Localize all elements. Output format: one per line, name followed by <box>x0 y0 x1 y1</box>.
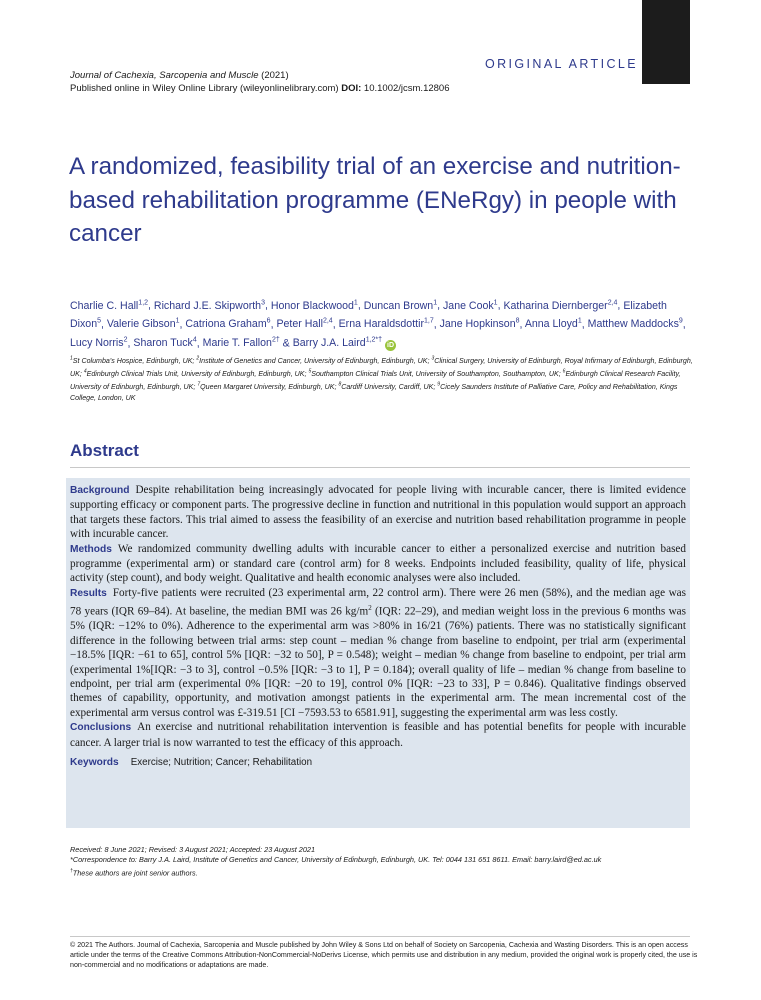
article-type: ORIGINAL ARTICLE <box>484 57 638 71</box>
doi-label: DOI: <box>341 83 362 94</box>
author-name[interactable]: Honor Blackwood$^1$ <box>270 299 358 312</box>
author-list: Charlie C. Hall$^{1,2}$, Richard J.E. Skipworth$^3$, Honor Blackwood$^1$, Duncan Brown$^1$, Jane Cook$^1$, Katharina Diernberger$^{2,4}$, Elizabeth Dixon$^5$, Valerie Gibson$^1$, Catriona Graham$^6$, Peter Hall$^{2,4}$, Erna Haraldsdottir$^{1,7}$, Jane Hopkinson$^8$, Anna Lloyd$^1$, Matthew Maddocks$^9$, Lucy Norris$^2$, Sharon Tuck$^4$, Marie T. Fallon$^{2\dagger}$ & Barry J.A. Laird$^{1,2*\dagger}$ iD <box>70 299 686 350</box>
author-affiliation-sup: 8 <box>515 317 520 325</box>
footer-divider <box>70 936 690 937</box>
author-affiliation-sup: 9 <box>678 317 683 325</box>
keywords-label: Keywords <box>70 757 119 769</box>
affiliation-number: 7 <box>197 381 201 388</box>
correspondence: *Correspondence to: Barry J.A. Laird, Institute of Genetics and Cancer, University of Edinburgh, Edinburgh, UK. Tel: 0044 131 651 8611. Email: barry.laird@ed.ac.uk <box>70 855 602 865</box>
keywords-text: Exercise; Nutrition; Cancer; Rehabilitation <box>130 757 313 769</box>
affiliation-item: $^8$Cardiff University, Cardiff, UK; <box>338 381 436 392</box>
published-online: Published online in Wiley Online Library (wileyonlinelibrary.com) <box>70 83 339 94</box>
results-text-b: (IQR: 22–29), and median weight loss in the previous 6 months was 5% (IQR: −12% to 0%). Adherence to the experimental arm was >80% in 16/21 (76%) patients. There was no statistically significant difference in the following between trial arms: step count – median % change from baseline to endpoint, per trial arm (experimental −18.5% [IQR: −61 to 65], control 5% [IQR: −32 to 50], P = 0.548); weight – median % change from baseline to endpoint, per trial arm (experimental 1%[IQR: −3 to 3], control −0.5% [IQR: −3 to 1], P = 0.184); overall quality of life – median % change from baseline to endpoint, per trial arm (experimental 0% [IQR: −20 to 19], control 0% [IQR: −23 to 33], P = 0.846). Qualitative findings observed themes of capability, opportunity, and motivation amongst patients in the experimental arm. The mean incremental cost of the experimental arm versus control was £-319.51 [CI −7593.53 to 6581.91], suggesting the experimental arm was less costly. <box>70 605 686 719</box>
author-name[interactable]: Anna Lloyd$^1$ <box>524 317 582 331</box>
joint-authors-text: These authors are joint senior authors. <box>72 868 198 878</box>
journal-name: Journal of Cachexia, Sarcopenia and Muscle <box>70 70 259 81</box>
affiliation-number: 6 <box>562 368 566 375</box>
author-name[interactable]: Elizabeth Dixon$^5$ <box>70 299 667 331</box>
author-name[interactable]: Matthew Maddocks$^9$ <box>587 317 683 331</box>
author-name[interactable]: Jane Cook$^1$ <box>443 299 498 312</box>
affiliation-number: 1 <box>70 356 73 362</box>
author-name[interactable]: Valerie Gibson$^1$ <box>106 317 180 331</box>
license-footer: © 2021 The Authors. Journal of Cachexia, Sarcopenia and Muscle published by John Wiley & Sons Ltd on behalf of Society on Sarcopenia, Cachexia and Wasting Disorders. This is an open access article under the terms of the Creative Commons Attribution-NonCommercial-NoDerivs License, which permits use and distribution in any medium, provided the original work is properly cited, the use is non-commercial and no modifications or adaptations are made. <box>70 941 698 970</box>
author-affiliation-sup: 2,4 <box>607 299 618 306</box>
article-dates <box>70 845 700 879</box>
author-name[interactable]: Barry J.A. Laird$^{1,2*\dagger}$ <box>292 336 383 350</box>
author-affiliation-sup: 6 <box>266 317 271 325</box>
background-label: Background <box>70 485 130 496</box>
author-affiliation-sup: 1 <box>353 299 358 306</box>
author-name[interactable]: Lucy Norris$^2$ <box>70 336 128 350</box>
author-affiliation-sup: 3 <box>261 299 265 306</box>
article-title: A randomized, feasibility trial of an exercise and nutrition-based rehabilitation programme (ENeRgy) in people with cancer <box>69 153 681 247</box>
author-affiliation-sup: 2,4 <box>322 317 333 325</box>
author-affiliation-sup: 2 <box>123 336 128 344</box>
received-dates: Received: 8 June 2021; Revised: 3 August 2021; Accepted: 23 August 2021 <box>70 845 316 854</box>
author-name[interactable]: Duncan Brown$^1$ <box>363 299 438 312</box>
abstract-methods <box>70 542 686 586</box>
author-name[interactable]: Katharina Diernberger$^{2,4}$ <box>503 299 618 312</box>
author-name[interactable]: Catriona Graham$^6$ <box>185 317 271 331</box>
author-affiliation-sup: 1 <box>175 317 180 325</box>
author-name[interactable]: Sharon Tuck$^4$ <box>133 336 197 350</box>
author-name[interactable]: Marie T. Fallon$^{2\dagger}$ <box>202 336 280 350</box>
author-affiliation-sup: 1,7 <box>423 317 434 325</box>
affiliation-number: 2 <box>196 356 200 362</box>
affiliation-list <box>70 354 698 403</box>
affiliation-number: 8 <box>338 381 342 388</box>
abstract-results <box>70 586 686 720</box>
author-affiliation-sup: 5 <box>97 317 101 325</box>
affiliation-item: $^5$Southampton Clinical Trials Unit, University of Southampton, Southampton, UK; <box>308 368 561 379</box>
abstract-box <box>66 478 690 828</box>
journal-year: (2021) <box>261 70 289 81</box>
author-affiliation-sup: 1 <box>577 317 582 325</box>
results-label: Results <box>70 587 107 599</box>
methods-label: Methods <box>70 543 112 555</box>
affiliation-item: $^9$Cicely Saunders Institute of Palliative Care, Policy and Rehabilitation, Kings College, London, UK <box>70 381 678 402</box>
abstract-heading: Abstract <box>70 441 139 460</box>
affiliation-number: 9 <box>437 381 441 388</box>
joint-authors-note <box>70 866 700 879</box>
affiliation-item: $^2$Institute of Genetics and Cancer, University of Edinburgh, Edinburgh, UK; <box>196 356 430 366</box>
affiliation-item: $^4$Edinburgh Clinical Trials Unit, University of Edinburgh, Edinburgh, UK; <box>83 368 307 379</box>
joint-mark: † <box>70 867 73 874</box>
results-text-a: Forty-five patients were recruited (23 experimental arm, 22 control arm). There were 26 men (58%), and the median age was 78 years (IQR 69–84). At baseline, the median BMI was 26 kg/m <box>70 586 686 618</box>
abstract-keywords <box>70 756 686 770</box>
affiliation-item: $^3$Clinical Surgery, University of Edinburgh, Royal Infirmary of Edinburgh, Edinburgh, UK; <box>70 356 693 379</box>
conclusions-label: Conclusions <box>70 722 132 734</box>
journal-info <box>70 69 449 95</box>
author-affiliation-sup: 2† <box>271 336 280 344</box>
conclusions-text: An exercise and nutritional rehabilitation intervention is feasible and has potential benefits for people with incurable cancer. A larger trial is now warranted to test the efficacy of this approach. <box>70 721 686 749</box>
author-affiliation-sup: 1,2 <box>138 299 149 306</box>
author-name[interactable]: Charlie C. Hall$^{1,2}$ <box>70 299 149 312</box>
abstract-divider <box>70 467 690 468</box>
author-name[interactable]: Erna Haraldsdottir$^{1,7}$ <box>338 317 434 331</box>
author-affiliation-sup: 1,2*† <box>365 336 383 344</box>
author-affiliation-sup: 1 <box>493 299 498 306</box>
author-name[interactable]: Richard J.E. Skipworth$^3$ <box>153 299 265 312</box>
affiliation-number: 4 <box>83 368 87 375</box>
author-affiliation-sup: 1 <box>433 299 438 306</box>
author-name[interactable]: Peter Hall$^{2,4}$ <box>276 317 333 331</box>
background-text: Despite rehabilitation being increasingly advocated for people living with incurable cancer, there is limited evidence supporting efficacy or component parts. The progressive decline in function and nutritional in this population would support an approach that targets these factors. This trial aimed to assess the feasibility of an exercise and nutrition based rehabilitation programme in people with incurable cancer. <box>70 484 686 541</box>
abstract-background <box>70 483 686 542</box>
affiliation-number: 5 <box>308 368 312 375</box>
author-name[interactable]: Jane Hopkinson$^8$ <box>439 317 520 331</box>
orcid-icon[interactable]: iD <box>387 342 395 350</box>
abstract-conclusions <box>70 720 686 750</box>
methods-text: We randomized community dwelling adults with incurable cancer to either a personalized exercise and nutrition based programme (experimental arm) or standard care (control arm) for 8 weeks. Endpoints included feasibility, quality of life, physical activity (step count), and body weight. Qualitative and health economic analyses were also included. <box>70 542 686 585</box>
affiliation-item: $^1$St Columba's Hospice, Edinburgh, UK; <box>70 356 195 366</box>
affiliation-item: $^6$Edinburgh Clinical Research Facility, University of Edinburgh, Edinburgh, UK; <box>70 368 681 392</box>
header-black-tab <box>642 0 690 84</box>
affiliation-number: 3 <box>431 356 435 362</box>
results-superscript: 2 <box>368 604 372 613</box>
doi-link[interactable]: 10.1002/jcsm.12806 <box>363 83 450 94</box>
author-affiliation-sup: 4 <box>192 336 197 344</box>
affiliation-item: $^7$Queen Margaret University, Edinburgh, UK; <box>197 381 337 392</box>
